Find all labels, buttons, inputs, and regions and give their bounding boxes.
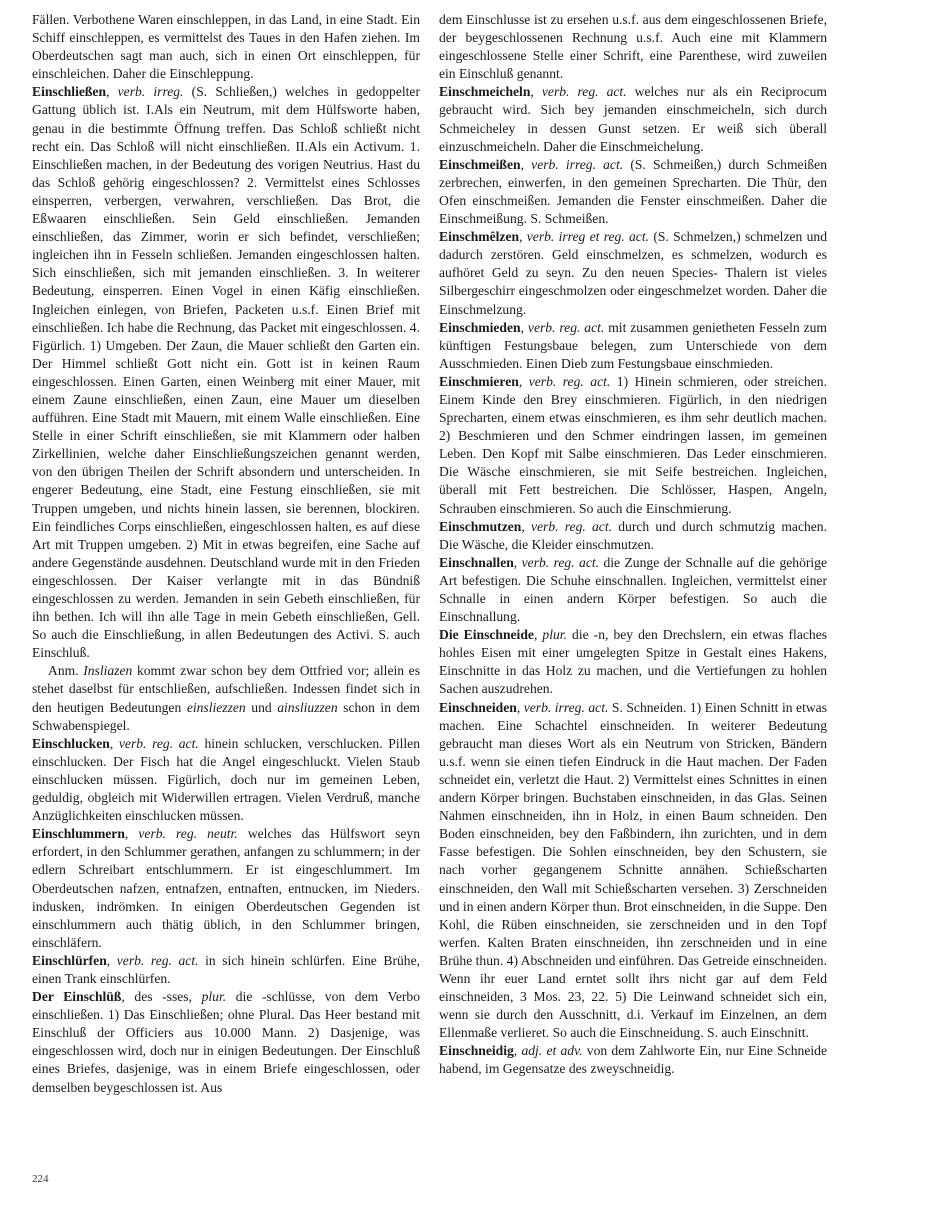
entry-headword: Einschlucken [32,735,110,751]
dictionary-entry [32,988,420,1097]
entry-grammar: verb. reg. act. [116,952,199,968]
dictionary-entry: Einschneidig, adj. et adv. von dem Zahlworte Ein, nur Eine Schneide habend, im Gegensatze des zweyschneidig. [439,1043,827,1077]
entry-grammar: verb. reg. act. [527,319,605,335]
entry-grammar: verb. reg. act. [118,735,199,751]
dictionary-entry: Einschneiden, verb. irreg. act. S. Schneiden. 1) Einen Schnitt in etwas machen. Eine Schachtel einschneiden. In weiterer Bedeutung gebraucht man dieses Wort als ein Neutrum von Stricken, Bändern u.s.f. wenn sie einen tiefen Eindruck in die Haut machen. Der Faden schneidet ein, verletzt die Haut. 2) Vermittelst eines Schnittes in einen andern Körper bringen. Buchstaben einschneiden, in das Glas. Seinen Nahmen einschneiden, ihn in Holz, in einen Baum schneiden. Den Boden einschneiden, bey den Faßbindern, ihn zurichten, und in dem Fasse befestigen. Die Sohlen einschneiden, bey den Schustern, sie nach vorher gegangenem Schnitte annähen. Schießscharten einschneiden, den Wall mit Schießscharten versehen. 3) Zerschneiden und in einen andern Körper thun. Brot einschneiden, in die Suppe. Den Kohl, die Rüben einschneiden, sie zerschneiden und in den Topf werfen. Kalten Braten einschneiden, ihn zerschneiden und in eine Brühe thun. 4) Abschneiden und einführen. Das Getreide einschneiden. Wenn ihr euer Land erntet sollt ihrs nicht gar auf dem Feld einschneiden, 3 Mos. 23, 22. 5) Die Leinwand schneidet sich ein, wenn sie durch den Ausschnitt, d.i. Verkauf im Einzelnen, an dem Ellenmaße verlieret. So auch die Einschneidung. S. auch Einschnitt. [439,699,827,1041]
annotation-entry [32,662,420,734]
entry-grammar: verb. reg. neutr. [138,826,238,842]
dictionary-entry: Einschmutzen, verb. reg. act. durch und durch schmutzig machen. Die Wäsche, die Kleider einschmutzen. [439,518,828,552]
dictionary-entry: Einschlummern, verb. reg. neutr. welches das Hülfswort seyn erfordert, in den Schlummer gerathen, anfangen zu schlummern; in der edlern Schreibart entschlummern. Er ist eingeschlummert. Im Oberdeutschen nafzen, entnafzen, entnaften, entnucken, im Nieders. indusken, indrömken. In einigen Oberdeutschen Gegenden ist einschlummern auch thätig üblich, in den Schlummer bringen, einschläfern. [32,826,421,950]
entry-headword: Einschmieden [439,319,521,335]
dictionary-entry: Einschmieren, verb. reg. act. 1) Hinein schmieren, oder streichen. Einem Kinde den Brey einschmieren. Figürlich, in den niedrigen Sprecharten, einem etwas einschmieren, es ihm sehr deutlich machen. 2) Beschmieren und den Schmer eindringen lassen, im gemeinen Leben. Den Kopf mit Salbe einschmieren. Das Leder einschmieren. Die Wäsche einschmieren, sie mit Seife bestreichen. Ingleichen, überall mit Fett bestreichen. Die Schlösser, Haspen, Angeln, Schrauben einschmieren. So auch die Einschmierung. [439,373,827,516]
entry-headword: Einschnallen [439,554,514,570]
dictionary-entry: Einschnallen, verb. reg. act. die Zunge der Schnalle auf die gehörige Art befestigen. Die Schuhe einschnallen. Ingleichen, vermittelst einer Schnalle in einen andern Körper befestigen. So auch die Einschnallung. [439,554,828,625]
entry-grammar: verb. reg. act. [521,554,600,570]
entry-grammar: verb. reg. act. [541,84,627,100]
dictionary-entry: Einschmieden, verb. reg. act. mit zusammen genietheten Fesseln zum künftigen Festungsbaue belegen, zum Unterschiede von dem Ausschmieden. Einen Dieb zum Festungsbaue einschmieden. [439,319,827,371]
dictionary-entry [439,11,827,83]
dictionary-entry [32,11,420,83]
annotation-term: Insliazen [83,663,133,679]
entry-grammar: plur. [201,989,227,1005]
dictionary-entry: Einschlürfen, verb. reg. act. in sich hinein schlürfen. Eine Brühe, einen Trank einschlürfen. [32,952,420,986]
dictionary-entry: Einschmêlzen, verb. irreg et reg. act. (S. Schmelzen,) schmelzen und dadurch zerstören. Geld einschmelzen, es schmelzen, wodurch es aufhöret Geld zu seyn. Zu den neuen Species- Thalern ist vieles Silbergeschirr eingeschmolzen oder eingeschmelzet worden. Daher die Einschmelzung. [439,229,827,317]
entry-headword: Einschlummern [32,826,125,842]
entry-text: die Zunge der Schnalle auf die gehörige Art befestigen. Die Schuhe einschnallen. Ingleichen, vermittelst einer Schnalle in einen andern Körper befestigen. So auch die Einschnallung. [439,554,828,625]
entry-text: mit zusammen genietheten Fesseln zum künftigen Festungsbaue belegen, zum Unterschiede von dem Ausschmieden. Einen Dieb zum Festungsbaue einschmieden. [439,319,827,371]
dictionary-entry: Die Einschneide, plur. die -n, bey den Drechslern, ein etwas flaches hohles Eisen mit einer umgelegten Spitze in Gestalt eines Hakens, Einschnitte in das Holz zu machen, und die Vertiefungen zu hohlen Sachen auszudrehen. [439,627,828,697]
entry-headword: Die Einschneide [439,627,534,643]
entry-grammar: verb. irreg. [117,84,184,100]
entry-text: welches nur als ein Reciprocum gebraucht wird. Sich bey jemanden einschmeicheln, sich durch Schmeicheley in dessen Gunst setzen. Er weiß sich überall einzuschmeicheln. Daher die Einschmeichelung. [439,84,828,154]
page-number: 224 [32,1173,49,1185]
dictionary-entry: Einschließen, verb. irreg. (S. Schließen,) welches in gedoppelter Gattung üblich ist. I.Als ein Neutrum, mit dem Hülfsworte haben, genau in die bestimmte Öffnung treffen. Das Schloß schließt nicht recht ein. Das Schloß will nicht einschließen. II.Als ein Activum. 1. Einschließen machen, in der Bedeutung des vorigen Neutrius. Hast du das Schloß gehörig eingeschlossen? 2. Vermittelst eines Schlosses einsperren, verbergen, verwahren, verschließen. Das Brot, die Eßwaaren einschließen. Sein Geld einschließen. Jemanden einschließen, das Zimmer, worin er sich befindet, verschließen; ingleichen ihn in Fesseln schließen. Jemanden eingeschlossen halten. Sich einschließen, sich mit jemanden einschließen. 3. In weiterer Bedeutung, einsperren. Einen Vogel in einen Käfig einschließen. Ingleichen einlegen, von Briefen, Packeten u.s.f. Einen Brief mit einschließen. Ich habe die Rechnung, das Packet mit eingeschlossen. 4. Figürlich. 1) Umgeben. Der Zaun, die Mauer schließt den Garten ein. Der Himmel schließt Gott nicht ein. Gott ist in keinen Raum eingeschlossen. Einen Garten, einen Weinberg mit einer Mauer, mit einem Zaune einschließen, einen Zaun, eine Mauer um dieselben aufführen. Eine Stadt mit Mauern, mit einem Walle einschließen. Eine Stelle in einer Schrift einschließen, sie mit Klammern oder halben Zirkellinien, welche daher Einschließungszeichen genannt werden, von den übrigen Theilen der Schrift absondern und unterscheiden. In engerer Bedeutung, eine Stadt, eine Festung einschließen, sie mit Truppen umgeben, und nichts hinein lassen, sie berennen, blockiren. Ein feindliches Corps einschließen, eingeschlossen halten, es auf diese Art mit Truppen umgeben. 2) Mit in etwas begreifen, eine Sache auf andere Gegenstände ausdehnen. Deutschland wurde mit in den Frieden eingeschlossen. Der Kaiser verlangte mit in das Bündniß eingeschlossen zu werden. Jemanden in sein Gebeth einschließen, für ihn bethen. Ich will ihn alle Tage in mein Gebeth einschließen, Gell. So auch die Einschließung, in allen Bedeutungen des Activi. S. auch Einschluß. [32,84,420,661]
entry-headword: Einschmêlzen [439,229,520,245]
entry-headword: Einschneiden [439,699,517,715]
entry-text: (S. Schließen,) welches in gedoppelter Gattung üblich ist. I.Als ein Neutrum, mit dem Hülfsworte haben, genau in die bestimmte Öffnung treffen. Das Schloß schließt nicht recht ein. Das Schloß will nicht einschließen. II.Als ein Activum. 1. Einschließen machen, in der Bedeutung des vorigen Neutrius. Hast du das Schloß gehörig eingeschlossen? 2. Vermittelst eines Schlosses einsperren, verbergen, verwahren, verschließen. Das Brot, die Eßwaaren einschließen. Sein Geld einschließen. Jemanden einschließen, das Zimmer, worin er sich befindet, verschließen; ingleichen ihn in Fesseln schließen. Jemanden eingeschlossen halten. Sich einschließen, sich mit jemanden einschließen. 3. In weiterer Bedeutung, einsperren. Einen Vogel in einen Käfig einschließen. Ingleichen einlegen, von Briefen, Packeten u.s.f. Einen Brief mit einschließen. Ich habe die Rechnung, das Packet mit eingeschlossen. 4. Figürlich. 1) Umgeben. Der Zaun, die Mauer schließt den Garten ein. Der Himmel schließt Gott nicht ein. Gott ist in keinen Raum eingeschlossen. Einen Garten, einen Weinberg mit einer Mauer, mit einem Zaune einschließen, einen Zaun, eine Mauer um dieselben aufführen. Eine Stadt mit Mauern, mit einem Walle einschließen. Eine Stelle in einer Schrift einschließen, sie mit Klammern oder halben Zirkellinien, welche daher Einschließungszeichen genannt werden, von den übrigen Theilen der Schrift absondern und unterscheiden. In engerer Bedeutung, eine Stadt, eine Festung einschließen, sie mit Truppen umgeben, und nichts hinein lassen, sie berennen, blockiren. Ein feindliches Corps einschließen, eingeschlossen halten, es auf diese Art mit Truppen umgeben. 2) Mit in etwas begreifen, eine Sache auf andere Gegenstände ausdehnen. Deutschland wurde mit in den Frieden eingeschlossen. Der Kaiser verlangte mit in das Bündniß eingeschlossen zu werden. Jemanden in sein Gebeth einschließen, für ihn bethen. Ich will ihn alle Tage in mein Gebeth einschließen, Gell. So auch die Einschließung, in allen Bedeutungen des Activi. S. auch Einschluß. [32,84,420,661]
entry-text: die -n, bey den Drechslern, ein etwas flaches hohles Eisen mit einer umgelegten Spitze in Gestalt eines Hakens, Einschnitte in das Holz zu machen, und die Vertiefungen zu hohlen Sachen auszudrehen. [439,627,828,697]
entry-text: welches das Hülfswort seyn erfordert, in den Schlummer gerathen, anfangen zu schlummern; in der edlern Schreibart entschlummern. Er ist eingeschlummert. Im Oberdeutschen nafzen, entnafzen, entnaften, entnucken, im Nieders. indusken, indrömken. In einigen Oberdeutschen Gegenden ist einschlummern auch thätig üblich, in den Schlummer bringen, einschläfern. [32,826,421,950]
left-column [32,11,420,1097]
annotation-text: schon in dem Schwabenspiegel. [32,699,420,733]
entry-text: (S. Schmeißen,) durch Schmeißen zerbrechen, einwerfen, in den gemeinen Sprecharten. Die Thür, den Ofen einschmeißen. Jemanden die Fenster einschmeißen. Daher die Einschmeißung. S. Schmeißen. [439,156,827,227]
entry-headword: Einschneidig [439,1043,514,1059]
entry-text: Fällen. Verbothene Waren einschleppen, in das Land, in eine Stadt. Ein Schiff einschleppen, es vermittelst des Taues in den Hafen ziehen. Im Oberdeutschen sagt man auch, sich in einen Ort einschleppen, für einschleichen. Daher die Einschleppung. [32,12,420,82]
entry-headword: Der Einschlüß [32,989,122,1005]
entry-headword: Einschmieren [439,373,519,389]
dictionary-entry: Einschmeicheln, verb. reg. act. welches nur als ein Reciprocum gebraucht wird. Sich bey jemanden einschmeicheln, sich durch Schmeicheley in dessen Gunst setzen. Er weiß sich überall einzuschmeicheln. Daher die Einschmeichelung. [439,84,828,154]
entry-grammar: verb. irreg et reg. act. [526,229,650,245]
entry-grammar: verb. reg. act. [528,373,611,389]
entry-text: 1) Hinein schmieren, oder streichen. Einem Kinde den Brey einschmieren. Figürlich, in den niedrigen Sprecharten, einem etwas einschmieren, es ihm sehr deutlich machen. 2) Beschmieren und den Schmer eindringen lassen, im gemeinen Leben. Den Kopf mit Salbe einschmieren. Das Leder einschmieren. Die Wäsche einschmieren, sie mit Seife bestreichen. Ingleichen, überall mit Fett bestreichen. Die Schlösser, Haspen, Angeln, Schrauben einschmieren. So auch die Einschmierung. [439,373,827,516]
annotation-text: kommt zwar schon bey dem Ottfried vor; allein es stehet daselbst für entschließen, aufschließen. Indessen findet sich in den heutigen Bedeutungen [32,663,420,715]
entry-text: hinein schlucken, verschlucken. Pillen einschlucken. Der Fisch hat die Angel eingeschluckt. Vielen Staub einschlucken müssen. Figürlich, doch nur im gemeinen Leben, geduldig, obgleich mit Widerwillen ertragen. Vielen Verdruß, manche Anzüglichkeiten einschlucken müssen. [32,735,421,824]
dictionary-entry: Einschmeißen, verb. irreg. act. (S. Schmeißen,) durch Schmeißen zerbrechen, einwerfen, in den gemeinen Sprecharten. Die Thür, den Ofen einschmeißen. Jemanden die Fenster einschmeißen. Daher die Einschmeißung. S. Schmeißen. [439,156,827,227]
entry-headword: Einschließen [32,84,107,100]
entry-grammar: verb. irreg. act. [531,156,624,172]
right-column [439,11,827,1079]
entry-text: in sich hinein schlürfen. Eine Brühe, einen Trank einschlürfen. [32,952,420,986]
entry-headword: Einschmeißen [439,156,521,172]
entry-grammar: verb. irreg. act. [523,699,609,715]
entry-text: die -schlüsse, von dem Verbo einschließen. 1) Das Einschließen; ohne Plural. Das Heer bestand mit Einschluß der Officiers aus 10.000 Mann. 2) Dasjenige, was eingeschlossen wird, doch nur in einigen Bedeutungen. Der Einschluß eines Briefes, dasjenige, was in einem Briefe eingeschlossen, oder demselben beygeschlossen ist. Aus [32,989,420,1095]
entry-text: (S. Schmelzen,) schmelzen und dadurch zerstören. Geld einschmelzen, es schmelzen, wodurch es aufhöret Geld zu seyn. Zu den neuen Species- Thalern ist vieles Silbergeschirr eingeschmolzen oder eingeschmelzet worden. Daher die Einschmelzung. [439,229,827,317]
entry-text: dem Einschlusse ist zu ersehen u.s.f. aus dem eingeschlossenen Briefe, der beygeschlossenen Rechnung u.s.f. Auch eine mit Klammern eingeschlossene Stelle einer Schrift, eine Parenthese, wird zuweilen ein Einschluß genannt. [439,12,827,82]
entry-grammar: verb. reg. act. [530,518,613,534]
entry-grammar: plur. [542,627,567,643]
entry-text: von dem Zahlworte Ein, nur Eine Schneide habend, im Gegensatze des zweyschneidig. [439,1043,827,1077]
annotation-term: einsliezzen [186,699,246,715]
annotation-text: und [251,699,272,715]
entry-headword: Einschmeicheln [439,84,531,100]
entry-headword: Einschlürfen [32,952,107,968]
dictionary-entry: Einschlucken, verb. reg. act. hinein schlucken, verschlucken. Pillen einschlucken. Der Fisch hat die Angel eingeschluckt. Vielen Staub einschlucken müssen. Figürlich, doch nur im gemeinen Leben, geduldig, obgleich mit Widerwillen ertragen. Vielen Verdruß, manche Anzüglichkeiten einschlucken müssen. [32,735,421,824]
entry-headword: Einschmutzen [439,518,522,534]
annotation-label: Anm. [48,663,79,679]
entry-text: durch und durch schmutzig machen. Die Wäsche, die Kleider einschmutzen. [439,518,828,552]
annotation-term: ainsliuzzen [277,699,338,715]
entry-text: , des -sses, [121,989,192,1005]
entry-grammar: adj. et adv. [521,1043,583,1059]
entry-text: S. Schneiden. 1) Einen Schnitt in etwas machen. Eine Schachtel einschneiden. In weiterer Bedeutung gebraucht man dieses Wort als ein Neutrum von Stricken, Bändern u.s.f. wenn sie einen tiefen Eindruck in die Haut machen. Der Faden schneidet ein, verletzt die Haut. 2) Vermittelst eines Schnittes in einen andern Körper bringen. Buchstaben einschneiden, in das Glas. Seinen Nahmen einschneiden, ihn in Holz, in einen Baum schneiden. Den Boden einschneiden, bey den Faßbindern, ihn zurichten, und in dem Fasse befestigen. Die Sohlen einschneiden, bey den Schustern, sie nach vorher gegangenem Schnitte annähen. Schießscharten einschneiden, den Wall mit Schießscharten versehen. 3) Zerschneiden und in einen andern Körper thun. Brot einschneiden, in die Suppe. Den Kohl, die Rüben einschneiden, sie zerschneiden und in den Topf werfen. Kalten Braten einschneiden, ihn zerschneiden und in eine Brühe thun. 4) Abschneiden und einführen. Das Getreide einschneiden. Wenn ihr euer Land erntet sollt ihrs nicht gar auf dem Feld einschneiden, 3 Mos. 23, 22. 5) Die Leinwand schneidet sich ein, wenn sie durch den Ausschnitt, d.i. Verkauf im Einzelnen, an dem Ellenmaße verlieret. So auch die Einschneidung. S. auch Einschnitt. [439,699,827,1041]
